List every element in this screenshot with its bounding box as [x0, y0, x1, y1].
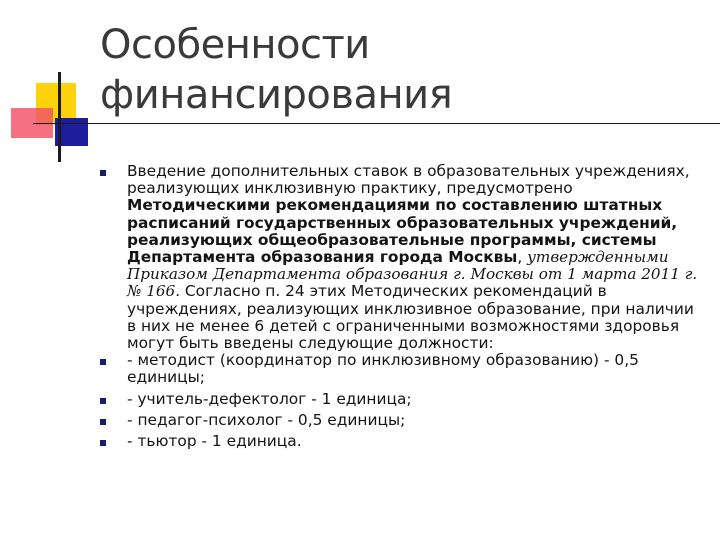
- list-item-main-paragraph: [100, 163, 700, 352]
- square-bullet-icon: [100, 419, 106, 425]
- square-bullet-icon: [100, 440, 106, 446]
- paragraph-bold-reference: Методическими рекомендациями по составлению штатных расписаний государственных образовательных учреждений, реализующих общеобразовательные программы, системы Департамента образования города Москвы: [127, 196, 678, 267]
- list-item-text: - учитель-дефектолог - 1 единица;: [127, 389, 412, 408]
- paragraph-italic-order: утвержденными Приказом Департамента образования г. Москвы от 1 марта 2011 г. № 166.: [127, 248, 698, 301]
- paragraph-comma: ,: [517, 248, 528, 267]
- list-item: [100, 412, 700, 429]
- square-bullet-icon: [100, 398, 106, 404]
- slide-body: [100, 163, 700, 450]
- list-item: [100, 433, 700, 450]
- list-item-text: - методист (координатор по инклюзивному образованию) - 0,5 единицы;: [127, 351, 639, 387]
- decor-vertical-line: [58, 72, 61, 162]
- decor-horizontal-line: [33, 123, 720, 124]
- slide-title-line2: финансирования: [100, 72, 453, 118]
- slide-title-line1: Особенности: [100, 22, 370, 68]
- slide-title: [100, 20, 700, 120]
- paragraph-intro: Введение дополнительных ставок в образовательных учреждениях, реализующих инклюзивную практику, предусмотрено: [127, 162, 690, 198]
- list-item: [100, 391, 700, 408]
- list-item-text: - педагог-психолог - 0,5 единицы;: [127, 410, 406, 429]
- list-item: [100, 352, 700, 386]
- square-bullet-icon: [100, 170, 106, 176]
- square-bullet-icon: [100, 359, 106, 365]
- list-item-text: - тьютор - 1 единица.: [127, 432, 302, 451]
- paragraph-rest: Согласно п. 24 этих Методических рекомендаций в учреждениях, реализующих инклюзивное образование, при наличии в них не менее 6 детей с ограниченными возможностями здоровья могут быть введены следующие должности:: [127, 282, 694, 353]
